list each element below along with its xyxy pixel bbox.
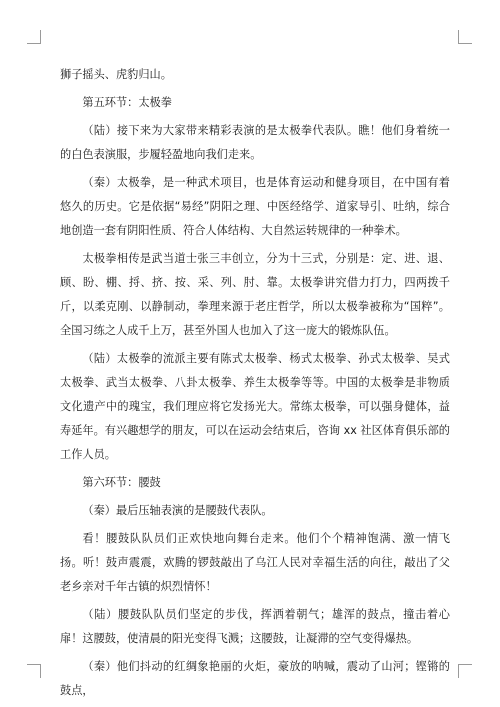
paragraph-lu-waist-drum: （陆）腰鼓队队员们坚定的步伐，挥洒着朝气；雄浑的鼓点，撞击着心扉！这腰鼓，使清晨的阳光变得飞溅；这腰鼓，让凝滞的空气变得爆热。: [60, 608, 450, 645]
crop-mark-top-right-h: [458, 43, 472, 44]
crop-mark-bottom-right-h: [458, 664, 472, 665]
paragraph-qin-waist-drum-intro: （秦）最后压轴表演的是腰鼓代表队。: [82, 504, 273, 517]
paragraph-taiji-origin: 太极拳相传是武当道士张三丰创立，分为十三式，分别是：定、进、退、顾、盼、棚、捋、挤、按、采、列、肘、靠。太极拳讲究借力打力，四两拨千斤，以柔克刚、以静制动，拳理来源于老庄哲学，所以太极拳被称为“国粹”。全国习练之人成千上万，甚至外国人也加入了这一庞大的锻炼队伍。: [60, 252, 450, 337]
crop-mark-bottom-left-v: [40, 664, 41, 678]
crop-mark-bottom-left-h: [27, 664, 41, 665]
paragraph-waist-drum-look: 看！腰鼓队队员们正欢快地向舞台走来。他们个个精神饱满、激一情飞扬。听！鼓声震震，欢腾的锣鼓敲出了乌江人民对幸福生活的向往，敲出了父老乡亲对千年古镇的炽烈情怀！: [60, 532, 450, 593]
paragraph-qin-waist-drum: （秦）他们抖动的红绸象艳丽的火炬，豪放的呐喊，震动了山河；铿锵的鼓点，: [60, 660, 450, 697]
section-heading-taiji: 第五环节：太极拳: [82, 96, 172, 109]
document-body: [60, 63, 450, 707]
paragraph-qin-taiji-description: （秦）太极拳，是一种武术项目，也是体育运动和健身项目，在中国有着悠久的历史。它是依据“易经”阴阳之理、中医经络学、道家导引、吐纳，综合地创造一套有阴阳性质、符合人体结构、大自然运转规律的一种拳术。: [60, 176, 450, 237]
paragraph-continuation: 狮子摇头、虎豹归山。: [60, 68, 172, 81]
paragraph-lu-intro-taiji: （陆）接下来为大家带来精彩表演的是太极拳代表队。瞧！他们身着统一的白色表演服，步履轻盈地向我们走来。: [60, 124, 450, 161]
section-heading-waist-drum: 第六环节：腰鼓: [82, 476, 161, 489]
crop-mark-top-right-v: [458, 30, 459, 44]
crop-mark-bottom-right-v: [458, 664, 459, 678]
crop-mark-top-left-v: [40, 30, 41, 44]
paragraph-lu-taiji-styles: （陆）太极拳的流派主要有陈式太极拳、杨式太极拳、孙式太极拳、吴式太极拳、武当太极拳、八卦太极拳、养生太极拳等等。中国的太极拳是非物质文化遗产中的瑰宝，我们理应将它发扬光大。常练太极拳，可以强身健体，益寿延年。有兴趣想学的朋友，可以在运动会结束后，咨询 xx 社区体育俱乐部的工作人员。: [60, 352, 450, 461]
crop-mark-top-left-h: [27, 43, 41, 44]
